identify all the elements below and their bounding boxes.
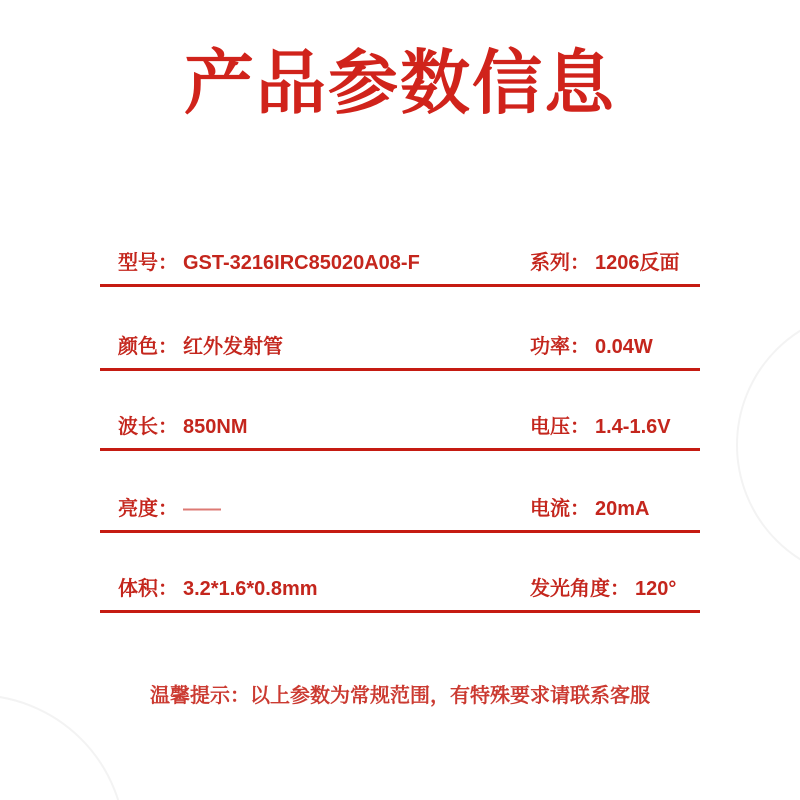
series-label: 系列：	[530, 252, 590, 274]
spec-cell-color	[118, 335, 283, 365]
wavelength-value: 850NM	[183, 416, 248, 438]
angle-label: 发光角度：	[530, 578, 630, 600]
model-label: 型号：	[118, 252, 178, 274]
spec-row-brightness-current	[100, 491, 700, 533]
spec-cell-size	[118, 577, 318, 607]
current-value: 20mA	[595, 498, 650, 520]
model-value: GST-3216IRC85020A08-F	[183, 252, 420, 274]
color-label: 颜色：	[118, 336, 178, 358]
spec-cell-series	[530, 251, 680, 281]
spec-cell-angle	[530, 577, 676, 607]
page-title: 产品参数信息	[184, 44, 616, 122]
spec-row-size-angle	[100, 571, 700, 613]
current-label: 电流：	[530, 498, 590, 520]
voltage-value: 1.4-1.6V	[595, 416, 671, 438]
spec-cell-power	[530, 335, 653, 365]
voltage-label: 电压：	[530, 416, 590, 438]
spec-cell-current	[530, 497, 649, 527]
power-value: 0.04W	[595, 336, 653, 358]
spec-row-color-power	[100, 329, 700, 371]
spec-cell-brightness	[118, 497, 219, 527]
warm-tip-note: 温馨提示：以上参数为常规范围，有特殊要求请联系客服	[150, 685, 650, 707]
brightness-label: 亮度：	[118, 498, 178, 520]
spec-cell-voltage	[530, 415, 671, 445]
spec-cell-model	[118, 251, 420, 281]
brightness-value: ——	[183, 498, 219, 520]
spec-row-model-series	[100, 245, 700, 287]
spec-row-wavelength-voltage	[100, 409, 700, 451]
angle-value: 120°	[635, 578, 677, 600]
power-label: 功率：	[530, 336, 590, 358]
size-label: 体积：	[118, 578, 178, 600]
color-value: 红外发射管	[183, 336, 283, 358]
spec-cell-wavelength	[118, 415, 247, 445]
wavelength-label: 波长：	[118, 416, 178, 438]
series-value: 1206反面	[595, 252, 680, 274]
size-value: 3.2*1.6*0.8mm	[183, 578, 318, 600]
